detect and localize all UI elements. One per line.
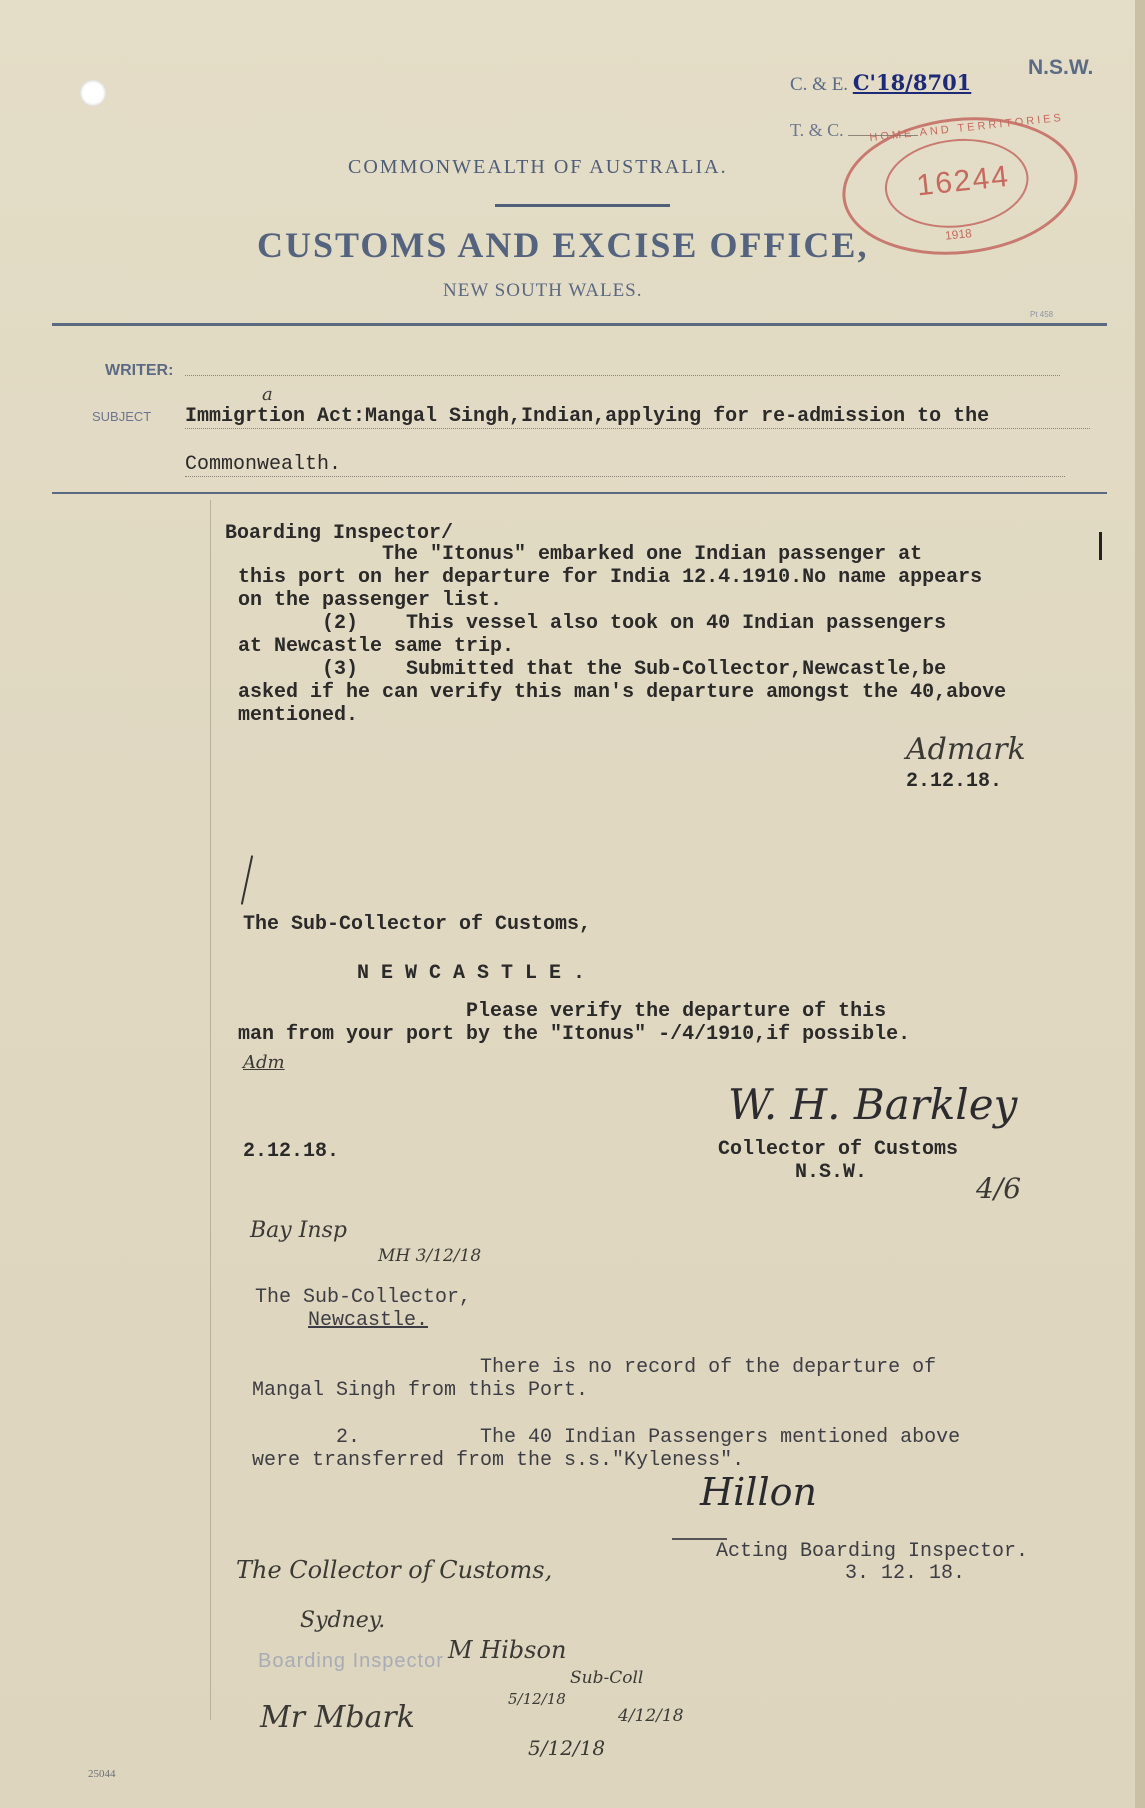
minute2-signature: W. H. Barkley [728, 1080, 1018, 1129]
minute2-margin-mark: 4/6 [976, 1172, 1022, 1205]
minute1-date: 2.12.18. [906, 770, 1003, 793]
subject-line-1: Immigrtion Act:Mangal Singh,Indian,applying for re-admission to the [185, 405, 990, 428]
footer-hand2: Sub-Coll [570, 1668, 644, 1688]
minute2-date: 2.12.18. [243, 1140, 340, 1163]
minute1-signature: Admark [906, 732, 1026, 767]
office-heading: CUSTOMS AND EXCISE OFFICE, [257, 225, 869, 265]
separator-stroke [241, 855, 253, 904]
minute3-line2-0: 2. The 40 Indian Passengers mentioned above [252, 1426, 961, 1449]
heading-divider [495, 204, 670, 207]
minute1-line-2: on the passenger list. [238, 589, 503, 612]
minute1-addressee: Boarding Inspector/ [225, 522, 454, 545]
subject-insertion: a [262, 384, 273, 405]
minute2-addressee: The Sub-Collector of Customs, [243, 913, 592, 936]
footer-hand1: M Hibson [448, 1636, 567, 1664]
footer-hand5: 5/12/18 [508, 1690, 566, 1708]
boarding-inspector-print: Boarding Inspector [258, 1650, 444, 1672]
margin-line [210, 500, 211, 1720]
subject-underline-1 [185, 428, 1090, 429]
minute1-line-3: (2) This vessel also took on 40 Indian passengers [238, 612, 947, 635]
stamp-text: HOME AND TERRITORIES [868, 111, 1065, 145]
file-ref-prefix: C. & E. [790, 74, 849, 95]
writer-line [185, 375, 1060, 376]
minute2-initials: Adm [243, 1052, 285, 1073]
minute1-line-4: at Newcastle same trip. [238, 635, 515, 658]
minute1-line-7: mentioned. [238, 704, 359, 727]
minute3-line-0: There is no record of the departure of [252, 1356, 937, 1379]
minute3-line-1: Mangal Singh from this Port. [252, 1379, 589, 1402]
minute2-sig-title2: N.S.W. [795, 1161, 868, 1184]
commonwealth-heading: COMMONWEALTH OF AUSTRALIA. [348, 156, 728, 178]
header-rule [52, 323, 1107, 326]
margin-mark [1099, 532, 1102, 560]
minute3-signature: Hillon [700, 1470, 817, 1514]
subject-underline-2 [185, 476, 1065, 477]
minute1-line-5: (3) Submitted that the Sub-Collector,Newcastle,be [238, 658, 947, 681]
subject-line-2: Commonwealth. [185, 453, 342, 476]
minute3-addressee2: Newcastle. [308, 1309, 429, 1332]
punch-hole [80, 80, 106, 106]
handnote2-line1: The Collector of Customs, [236, 1556, 553, 1584]
file-ref-line [790, 70, 971, 96]
handnote1-line1: Bay Insp [250, 1218, 347, 1243]
minute3-date: 3. 12. 18. [845, 1562, 966, 1585]
minute2-sig-title1: Collector of Customs [718, 1138, 959, 1161]
handnote1-line2: MH 3/12/18 [378, 1246, 482, 1266]
minute1-line-6: asked if he can verify this man's departure amongst the 40,above [238, 681, 1007, 704]
state-label: N.S.W. [1028, 56, 1094, 79]
form-number: Pt 458 [1030, 310, 1054, 319]
minute3-sig-title: Acting Boarding Inspector. [716, 1540, 1029, 1563]
region-heading: NEW SOUTH WALES. [443, 280, 643, 301]
print-number: 25044 [88, 1768, 116, 1780]
subject-rule [52, 492, 1107, 494]
footer-hand6: 5/12/18 [528, 1736, 606, 1760]
minute1-line-0: The "Itonus" embarked one Indian passenger at [238, 543, 923, 566]
footer-hand4: Mr Mbark [260, 1700, 415, 1735]
minute3-addressee1: The Sub-Collector, [255, 1286, 472, 1309]
minute2-line-0: Please verify the departure of this [238, 1000, 887, 1023]
file-ref: C'18/8701 [852, 70, 972, 95]
writer-label: WRITER: [105, 362, 174, 379]
handnote2-line2: Sydney. [300, 1608, 386, 1633]
minute3-line2-1: were transferred from the s.s."Kyleness". [252, 1449, 745, 1472]
subject-label: SUBJECT [92, 409, 152, 424]
stamp-year: 1918 [944, 226, 973, 243]
minute2-place: N E W C A S T L E . [357, 962, 586, 985]
stamp-number: 16244 [915, 159, 1012, 203]
minute2-line-1: man from your port by the "Itonus" -/4/1910,if possible. [238, 1023, 911, 1046]
tc-label: T. & C. [790, 120, 918, 141]
footer-hand3: 4/12/18 [618, 1706, 684, 1726]
minute1-line-1: this port on her departure for India 12.4.1910.No name appears [238, 566, 983, 589]
